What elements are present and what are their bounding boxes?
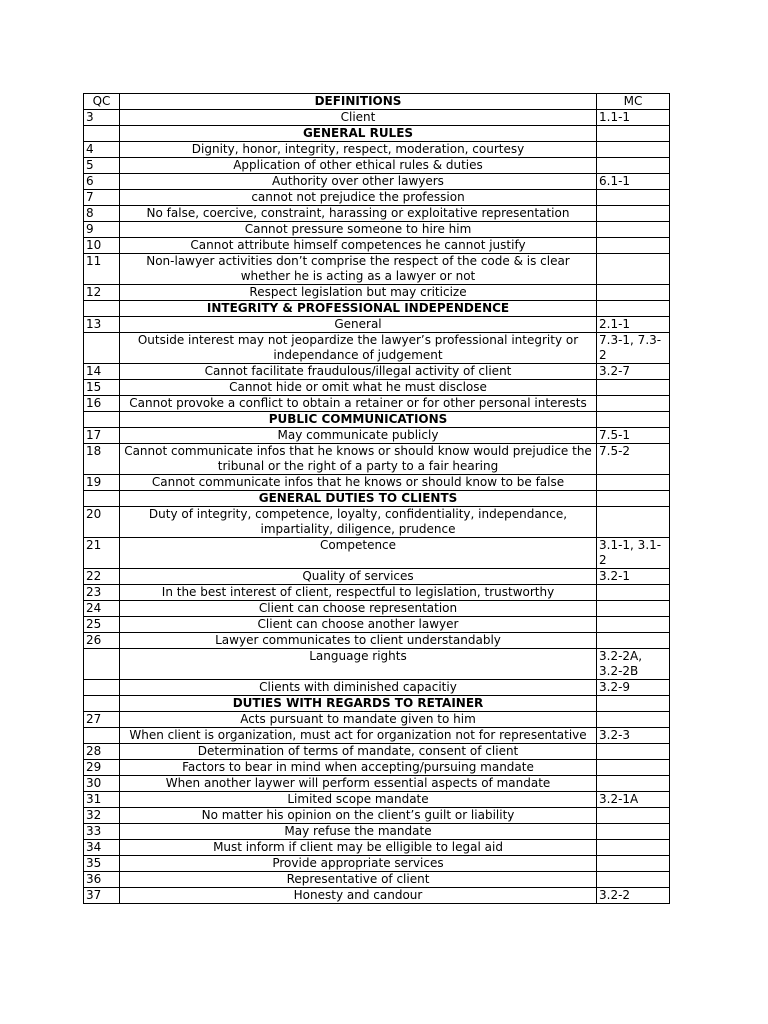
mc-cell xyxy=(597,585,670,601)
description-cell: Cannot communicate infos that he knows or should know would prejudice the tribunal or the right of a party to a fair hearing xyxy=(120,444,597,475)
qc-cell: 35 xyxy=(84,856,120,872)
qc-cell: 34 xyxy=(84,840,120,856)
qc-cell: 23 xyxy=(84,585,120,601)
mc-cell xyxy=(597,158,670,174)
description-cell: General xyxy=(120,317,597,333)
qc-cell: 32 xyxy=(84,808,120,824)
mc-cell: 7.5-2 xyxy=(597,444,670,475)
table-row xyxy=(84,380,670,396)
mc-cell xyxy=(597,776,670,792)
description-cell: Representative of client xyxy=(120,872,597,888)
mc-cell xyxy=(597,696,670,712)
table-row xyxy=(84,364,670,380)
mc-cell: 2.1-1 xyxy=(597,317,670,333)
qc-cell: 11 xyxy=(84,254,120,285)
table-row xyxy=(84,712,670,728)
table-row xyxy=(84,649,670,680)
mc-cell: 3.2-2 xyxy=(597,888,670,904)
qc-cell xyxy=(84,728,120,744)
qc-cell xyxy=(84,301,120,317)
qc-cell xyxy=(84,680,120,696)
qc-cell: 30 xyxy=(84,776,120,792)
mc-cell: 3.2-9 xyxy=(597,680,670,696)
table-row xyxy=(84,744,670,760)
description-cell: Cannot attribute himself competences he cannot justify xyxy=(120,238,597,254)
mc-cell xyxy=(597,254,670,285)
description-cell: When another laywer will perform essential aspects of mandate xyxy=(120,776,597,792)
table-row xyxy=(84,792,670,808)
table-row xyxy=(84,238,670,254)
mc-cell: 3.2-3 xyxy=(597,728,670,744)
table-row xyxy=(84,840,670,856)
table-row xyxy=(84,888,670,904)
mc-cell xyxy=(597,601,670,617)
mc-cell xyxy=(597,744,670,760)
qc-cell xyxy=(84,412,120,428)
mc-cell xyxy=(597,633,670,649)
qc-cell xyxy=(84,126,120,142)
qc-cell: 5 xyxy=(84,158,120,174)
table-row xyxy=(84,333,670,364)
table-row xyxy=(84,396,670,412)
mc-cell: 6.1-1 xyxy=(597,174,670,190)
mc-cell: 3.2-1A xyxy=(597,792,670,808)
description-cell: Clients with diminished capacitiy xyxy=(120,680,597,696)
qc-cell xyxy=(84,491,120,507)
mc-cell xyxy=(597,190,670,206)
description-cell: Client xyxy=(120,110,597,126)
description-cell: PUBLIC COMMUNICATIONS xyxy=(120,412,597,428)
section-header-row xyxy=(84,301,670,317)
description-cell: May communicate publicly xyxy=(120,428,597,444)
description-cell: No matter his opinion on the client’s guilt or liability xyxy=(120,808,597,824)
description-cell: Provide appropriate services xyxy=(120,856,597,872)
mc-cell: 1.1-1 xyxy=(597,110,670,126)
mc-cell xyxy=(597,617,670,633)
table-row xyxy=(84,776,670,792)
description-cell: Cannot provoke a conflict to obtain a retainer or for other personal interests xyxy=(120,396,597,412)
mc-cell xyxy=(597,491,670,507)
table-row xyxy=(84,110,670,126)
qc-cell xyxy=(84,649,120,680)
qc-cell: 14 xyxy=(84,364,120,380)
table-row xyxy=(84,569,670,585)
description-cell: GENERAL DUTIES TO CLIENTS xyxy=(120,491,597,507)
table-row xyxy=(84,158,670,174)
definitions-header: DEFINITIONS xyxy=(120,94,597,110)
qc-cell xyxy=(84,333,120,364)
description-cell: In the best interest of client, respectful to legislation, trustworthy xyxy=(120,585,597,601)
mc-cell xyxy=(597,475,670,491)
description-cell: Duty of integrity, competence, loyalty, confidentiality, independance, impartiality, diligence, prudence xyxy=(120,507,597,538)
description-cell: Honesty and candour xyxy=(120,888,597,904)
description-cell: Cannot pressure someone to hire him xyxy=(120,222,597,238)
qc-cell: 28 xyxy=(84,744,120,760)
qc-cell: 8 xyxy=(84,206,120,222)
description-cell: Client can choose representation xyxy=(120,601,597,617)
qc-cell: 19 xyxy=(84,475,120,491)
table-row xyxy=(84,317,670,333)
mc-cell: 7.5-1 xyxy=(597,428,670,444)
table-header-row xyxy=(84,94,670,110)
mc-cell xyxy=(597,396,670,412)
table-row xyxy=(84,174,670,190)
section-header-row xyxy=(84,696,670,712)
table-row xyxy=(84,507,670,538)
table-row xyxy=(84,680,670,696)
mc-cell: 3.2-7 xyxy=(597,364,670,380)
description-cell: INTEGRITY & PROFESSIONAL INDEPENDENCE xyxy=(120,301,597,317)
table-row xyxy=(84,856,670,872)
description-cell: When client is organization, must act for organization not for representative xyxy=(120,728,597,744)
qc-cell: 20 xyxy=(84,507,120,538)
table-row xyxy=(84,222,670,238)
qc-cell: 36 xyxy=(84,872,120,888)
mc-cell xyxy=(597,238,670,254)
mc-cell xyxy=(597,412,670,428)
qc-cell: 31 xyxy=(84,792,120,808)
table-row xyxy=(84,824,670,840)
mc-cell xyxy=(597,285,670,301)
section-header-row xyxy=(84,126,670,142)
qc-column-header: QC xyxy=(84,94,120,110)
mc-cell xyxy=(597,206,670,222)
table-row xyxy=(84,538,670,569)
qc-cell: 37 xyxy=(84,888,120,904)
description-cell: Language rights xyxy=(120,649,597,680)
mc-cell xyxy=(597,872,670,888)
mc-cell xyxy=(597,380,670,396)
qc-cell: 16 xyxy=(84,396,120,412)
mc-column-header: MC xyxy=(597,94,670,110)
table-row xyxy=(84,601,670,617)
table-row xyxy=(84,285,670,301)
description-cell: Factors to bear in mind when accepting/pursuing mandate xyxy=(120,760,597,776)
mc-cell xyxy=(597,760,670,776)
mc-cell xyxy=(597,142,670,158)
description-cell: Lawyer communicates to client understandably xyxy=(120,633,597,649)
mc-cell xyxy=(597,856,670,872)
description-cell: Outside interest may not jeopardize the lawyer’s professional integrity or independance of judgement xyxy=(120,333,597,364)
description-cell: Client can choose another lawyer xyxy=(120,617,597,633)
table-row xyxy=(84,428,670,444)
mc-cell xyxy=(597,712,670,728)
description-cell: DUTIES WITH REGARDS TO RETAINER xyxy=(120,696,597,712)
mc-cell xyxy=(597,840,670,856)
qc-cell: 6 xyxy=(84,174,120,190)
qc-cell: 22 xyxy=(84,569,120,585)
qc-cell: 29 xyxy=(84,760,120,776)
rules-table xyxy=(83,93,670,904)
description-cell: cannot not prejudice the profession xyxy=(120,190,597,206)
table-row xyxy=(84,808,670,824)
description-cell: May refuse the mandate xyxy=(120,824,597,840)
description-cell: Limited scope mandate xyxy=(120,792,597,808)
description-cell: Respect legislation but may criticize xyxy=(120,285,597,301)
table-row xyxy=(84,444,670,475)
table-row xyxy=(84,728,670,744)
qc-cell: 18 xyxy=(84,444,120,475)
mc-cell xyxy=(597,301,670,317)
mc-cell xyxy=(597,824,670,840)
description-cell: Determination of terms of mandate, consent of client xyxy=(120,744,597,760)
qc-cell: 24 xyxy=(84,601,120,617)
table-row xyxy=(84,206,670,222)
mc-cell xyxy=(597,222,670,238)
qc-cell: 9 xyxy=(84,222,120,238)
mc-cell: 3.2-1 xyxy=(597,569,670,585)
table-row xyxy=(84,760,670,776)
qc-cell: 7 xyxy=(84,190,120,206)
qc-cell: 3 xyxy=(84,110,120,126)
description-cell: Dignity, honor, integrity, respect, moderation, courtesy xyxy=(120,142,597,158)
table-row xyxy=(84,585,670,601)
table-row xyxy=(84,475,670,491)
section-header-row xyxy=(84,412,670,428)
qc-cell: 4 xyxy=(84,142,120,158)
mc-cell xyxy=(597,126,670,142)
qc-cell: 26 xyxy=(84,633,120,649)
table-row xyxy=(84,633,670,649)
mc-cell xyxy=(597,808,670,824)
description-cell: GENERAL RULES xyxy=(120,126,597,142)
description-cell: Acts pursuant to mandate given to him xyxy=(120,712,597,728)
mc-cell xyxy=(597,507,670,538)
qc-cell: 13 xyxy=(84,317,120,333)
qc-cell: 27 xyxy=(84,712,120,728)
qc-cell: 21 xyxy=(84,538,120,569)
qc-cell: 33 xyxy=(84,824,120,840)
description-cell: Non-lawyer activities don’t comprise the respect of the code & is clear whether he is acting as a lawyer or not xyxy=(120,254,597,285)
description-cell: Cannot communicate infos that he knows or should know to be false xyxy=(120,475,597,491)
qc-cell: 10 xyxy=(84,238,120,254)
mc-cell: 3.1-1, 3.1-2 xyxy=(597,538,670,569)
mc-cell: 7.3-1, 7.3-2 xyxy=(597,333,670,364)
description-cell: No false, coercive, constraint, harassing or exploitative representation xyxy=(120,206,597,222)
mc-cell: 3.2-2A, 3.2-2B xyxy=(597,649,670,680)
qc-cell: 12 xyxy=(84,285,120,301)
qc-cell: 15 xyxy=(84,380,120,396)
description-cell: Application of other ethical rules & duties xyxy=(120,158,597,174)
qc-cell xyxy=(84,696,120,712)
description-cell: Authority over other lawyers xyxy=(120,174,597,190)
description-cell: Must inform if client may be elligible to legal aid xyxy=(120,840,597,856)
table-row xyxy=(84,142,670,158)
table-row xyxy=(84,617,670,633)
table-row xyxy=(84,872,670,888)
table-row xyxy=(84,254,670,285)
description-cell: Cannot facilitate fraudulous/illegal activity of client xyxy=(120,364,597,380)
table-row xyxy=(84,190,670,206)
section-header-row xyxy=(84,491,670,507)
description-cell: Cannot hide or omit what he must disclose xyxy=(120,380,597,396)
qc-cell: 17 xyxy=(84,428,120,444)
qc-cell: 25 xyxy=(84,617,120,633)
description-cell: Quality of services xyxy=(120,569,597,585)
description-cell: Competence xyxy=(120,538,597,569)
